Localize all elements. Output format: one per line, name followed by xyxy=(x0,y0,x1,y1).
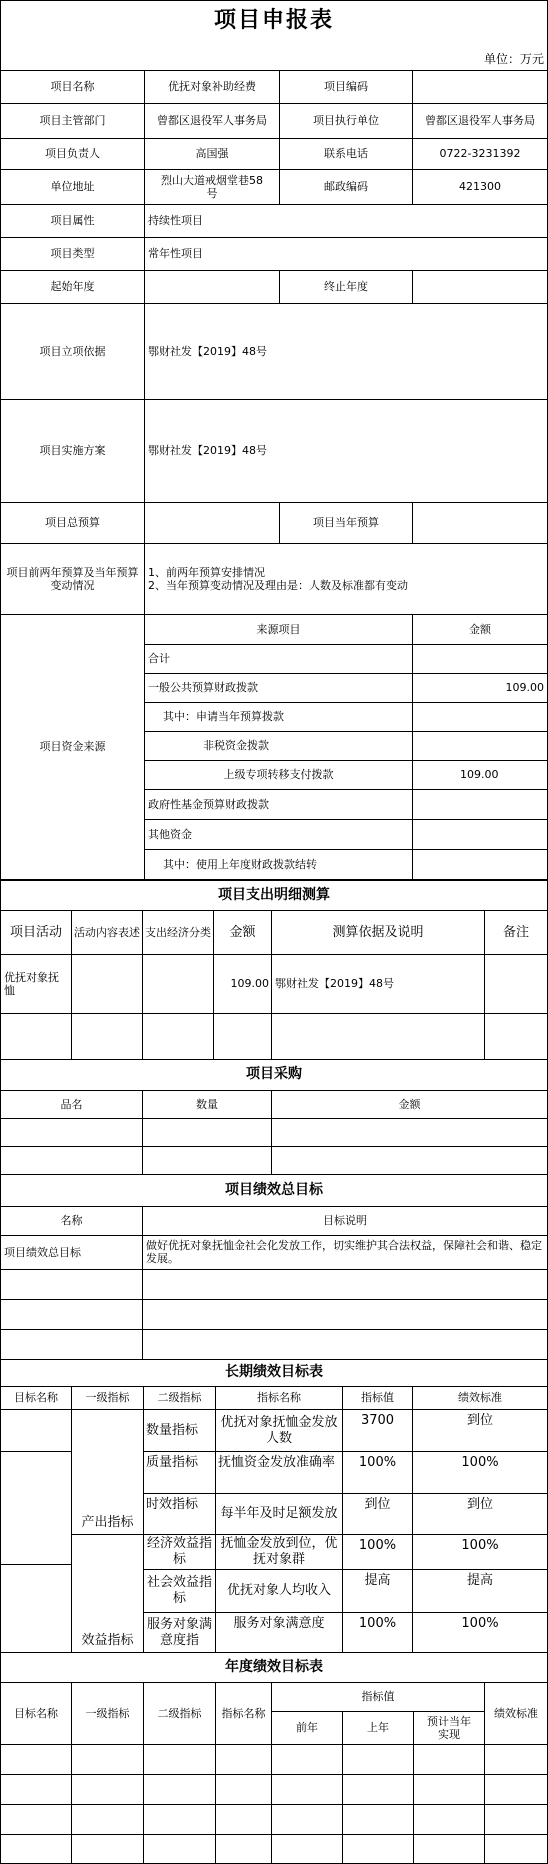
longterm-standard: 100% xyxy=(412,1534,548,1570)
funding-row-amount xyxy=(412,644,548,674)
budget-change-label: 项目前两年预算及当年预算变动情况 xyxy=(0,543,145,615)
funding-row-amount xyxy=(412,702,548,732)
funding-row-amount: 109.00 xyxy=(412,673,548,703)
annual-header-level1: 一级指标 xyxy=(71,1682,144,1745)
annual-header-indicator: 指标名称 xyxy=(215,1682,272,1745)
perf-empty-cell xyxy=(0,1299,143,1330)
annual-empty-cell xyxy=(143,1774,216,1805)
annual-empty-cell xyxy=(484,1834,548,1864)
annual-section-title: 年度绩效目标表 xyxy=(0,1652,548,1683)
annual-empty-cell xyxy=(271,1744,343,1775)
address-label: 单位地址 xyxy=(0,169,145,205)
annual-empty-cell xyxy=(484,1774,548,1805)
type-label: 项目类型 xyxy=(0,237,145,271)
longterm-level2: 质量指标 xyxy=(143,1451,216,1494)
expense-header-remark: 备注 xyxy=(484,910,548,955)
annual-empty-cell xyxy=(342,1834,414,1864)
expense-amount: 109.00 xyxy=(213,954,272,1014)
expense-empty-cell xyxy=(213,1013,272,1060)
expense-remark xyxy=(484,954,548,1014)
procurement-empty-cell xyxy=(271,1146,548,1175)
annual-empty-cell xyxy=(271,1834,343,1864)
annual-empty-cell xyxy=(0,1834,72,1864)
perf-empty-cell xyxy=(142,1299,548,1330)
project-name-label: 项目名称 xyxy=(0,70,145,104)
longterm-header-standard: 绩效标准 xyxy=(412,1386,548,1410)
procurement-header-qty: 数量 xyxy=(142,1090,272,1119)
total-budget-value xyxy=(144,502,280,544)
annual-header-prev2: 前年 xyxy=(271,1711,343,1745)
perf-desc: 做好优抚对象抚恤金社会化发放工作，切实维护其合法权益，保障社会和谐、稳定发展。 xyxy=(142,1235,548,1270)
longterm-header-level1: 一级指标 xyxy=(71,1386,144,1410)
unit-label: 单位：万元 xyxy=(0,41,548,71)
perf-header-name: 名称 xyxy=(0,1206,143,1236)
expense-empty-cell xyxy=(0,1013,72,1060)
expense-header-activity: 项目活动 xyxy=(0,910,72,955)
procurement-empty-cell xyxy=(142,1146,272,1175)
annual-empty-cell xyxy=(413,1774,485,1805)
annual-empty-cell xyxy=(215,1744,272,1775)
expense-header-amount: 金额 xyxy=(213,910,272,955)
project-code-value xyxy=(412,70,548,104)
annual-empty-cell xyxy=(413,1804,485,1835)
procurement-header-amount: 金额 xyxy=(271,1090,548,1119)
annual-empty-cell xyxy=(413,1744,485,1775)
longterm-indicator: 优抚对象抚恤金发放人数 xyxy=(215,1409,343,1452)
expense-basis: 鄂财社发【2019】48号 xyxy=(271,954,485,1014)
procurement-empty-cell xyxy=(0,1146,143,1175)
funding-amount-header: 金额 xyxy=(412,614,548,645)
perf-section-title: 项目绩效总目标 xyxy=(0,1174,548,1207)
annual-header-target: 目标名称 xyxy=(0,1682,72,1745)
perf-empty-cell xyxy=(142,1329,548,1360)
postcode-value: 421300 xyxy=(412,169,548,205)
expense-empty-cell xyxy=(71,1013,143,1060)
attr-value: 持续性项目 xyxy=(144,204,548,238)
annual-empty-cell xyxy=(215,1804,272,1835)
annual-empty-cell xyxy=(0,1804,72,1835)
budget-change-line1: 1、前两年预算安排情况 xyxy=(148,565,265,579)
annual-empty-cell xyxy=(0,1774,72,1805)
project-name-value: 优抚对象补助经费 xyxy=(144,70,280,104)
attr-label: 项目属性 xyxy=(0,204,145,238)
longterm-level2: 经济效益指标 xyxy=(143,1534,216,1570)
expense-empty-cell xyxy=(271,1013,485,1060)
annual-empty-cell xyxy=(71,1804,144,1835)
expense-header-content: 活动内容表述 xyxy=(71,910,143,955)
annual-header-expected: 预计当年实现 xyxy=(413,1711,485,1745)
longterm-value: 提高 xyxy=(342,1569,413,1613)
longterm-indicator: 每半年及时足额发放 xyxy=(215,1493,343,1535)
longterm-target-cell xyxy=(0,1564,72,1653)
procurement-empty-cell xyxy=(271,1118,548,1147)
funding-row-amount xyxy=(412,819,548,850)
annual-empty-cell xyxy=(215,1834,272,1864)
end-year-value xyxy=(412,270,548,304)
longterm-target-cell xyxy=(0,1451,72,1565)
annual-empty-cell xyxy=(271,1774,343,1805)
longterm-header-indicator: 指标名称 xyxy=(215,1386,343,1410)
annual-empty-cell xyxy=(484,1744,548,1775)
leader-label: 项目负责人 xyxy=(0,138,145,170)
longterm-value: 100% xyxy=(342,1534,413,1570)
funding-row-name: 非税资金拨款 xyxy=(144,731,413,761)
longterm-level2: 社会效益指标 xyxy=(143,1569,216,1613)
funding-row-name: 其他资金 xyxy=(144,819,413,850)
expense-header-basis: 测算依据及说明 xyxy=(271,910,485,955)
funding-row-name: 上级专项转移支付拨款 xyxy=(144,760,413,790)
current-budget-label: 项目当年预算 xyxy=(279,502,413,544)
longterm-header-value: 指标值 xyxy=(342,1386,413,1410)
annual-header-prev1: 上年 xyxy=(342,1711,414,1745)
perf-name: 项目绩效总目标 xyxy=(0,1235,143,1270)
expense-section-title: 项目支出明细测算 xyxy=(0,879,548,911)
end-year-label: 终止年度 xyxy=(279,270,413,304)
procurement-empty-cell xyxy=(142,1118,272,1147)
longterm-indicator: 服务对象满意度 xyxy=(215,1612,343,1653)
start-year-label: 起始年度 xyxy=(0,270,145,304)
expense-category xyxy=(142,954,214,1014)
current-budget-value xyxy=(412,502,548,544)
funding-row-name: 政府性基金预算财政拨款 xyxy=(144,789,413,820)
longterm-indicator: 抚恤金发放到位，优抚对象群 xyxy=(215,1534,343,1570)
procurement-empty-cell xyxy=(0,1118,143,1147)
basis-value: 鄂财社发【2019】48号 xyxy=(144,303,548,400)
annual-empty-cell xyxy=(271,1804,343,1835)
annual-empty-cell xyxy=(0,1744,72,1775)
annual-empty-cell xyxy=(71,1774,144,1805)
longterm-standard: 100% xyxy=(412,1612,548,1653)
postcode-label: 邮政编码 xyxy=(279,169,413,205)
longterm-level2: 服务对象满意度指 xyxy=(143,1612,216,1653)
annual-empty-cell xyxy=(143,1744,216,1775)
longterm-value: 3700 xyxy=(342,1409,413,1452)
longterm-standard: 提高 xyxy=(412,1569,548,1613)
annual-empty-cell xyxy=(215,1774,272,1805)
dept-label: 项目主管部门 xyxy=(0,103,145,139)
longterm-header-target: 目标名称 xyxy=(0,1386,72,1410)
funding-label: 项目资金来源 xyxy=(0,614,145,880)
funding-row-amount: 109.00 xyxy=(412,760,548,790)
longterm-standard: 到位 xyxy=(412,1493,548,1535)
longterm-level1-benefit: 效益指标 xyxy=(71,1534,144,1653)
annual-empty-cell xyxy=(342,1804,414,1835)
longterm-level2: 数量指标 xyxy=(143,1409,216,1452)
funding-row-amount xyxy=(412,731,548,761)
total-budget-label: 项目总预算 xyxy=(0,502,145,544)
perf-empty-cell xyxy=(0,1329,143,1360)
longterm-header-level2: 二级指标 xyxy=(143,1386,216,1410)
leader-value: 高国强 xyxy=(144,138,280,170)
longterm-standard: 到位 xyxy=(412,1409,548,1452)
funding-row-name: 一般公共预算财政拨款 xyxy=(144,673,413,703)
expense-header-category: 支出经济分类 xyxy=(142,910,214,955)
longterm-section-title: 长期绩效目标表 xyxy=(0,1359,548,1387)
longterm-indicator: 优抚对象人均收入 xyxy=(215,1569,343,1613)
annual-empty-cell xyxy=(143,1804,216,1835)
expense-empty-cell xyxy=(484,1013,548,1060)
perf-empty-cell xyxy=(0,1269,143,1300)
expense-content xyxy=(71,954,143,1014)
funding-row-name: 其中：使用上年度财政拨款结转 xyxy=(144,849,413,880)
annual-empty-cell xyxy=(71,1744,144,1775)
phone-value: 0722-3231392 xyxy=(412,138,548,170)
longterm-level1-output: 产出指标 xyxy=(71,1409,144,1535)
expense-empty-cell xyxy=(142,1013,214,1060)
longterm-value: 100% xyxy=(342,1451,413,1494)
funding-row-amount xyxy=(412,789,548,820)
budget-change-line2: 2、当年预算变动情况及理由是：人数及标准都有变动 xyxy=(148,579,408,592)
longterm-value: 到位 xyxy=(342,1493,413,1535)
annual-header-value: 指标值 xyxy=(271,1682,485,1712)
procurement-section-title: 项目采购 xyxy=(0,1059,548,1091)
procurement-header-item: 品名 xyxy=(0,1090,143,1119)
perf-header-desc: 目标说明 xyxy=(142,1206,548,1236)
annual-header-standard: 绩效标准 xyxy=(484,1682,548,1745)
expense-activity: 优抚对象抚恤 xyxy=(0,954,72,1014)
plan-value: 鄂财社发【2019】48号 xyxy=(144,399,548,503)
budget-change-value xyxy=(144,543,548,615)
funding-source-header: 来源项目 xyxy=(144,614,413,645)
funding-row-amount xyxy=(412,849,548,880)
project-code-label: 项目编码 xyxy=(279,70,413,104)
annual-empty-cell xyxy=(413,1834,485,1864)
longterm-indicator: 抚恤资金发放准确率 xyxy=(215,1451,343,1494)
phone-label: 联系电话 xyxy=(279,138,413,170)
longterm-level2: 时效指标 xyxy=(143,1493,216,1535)
annual-empty-cell xyxy=(342,1744,414,1775)
longterm-standard: 100% xyxy=(412,1451,548,1494)
annual-empty-cell xyxy=(143,1834,216,1864)
funding-row-name: 合计 xyxy=(144,644,413,674)
annual-empty-cell xyxy=(342,1774,414,1805)
sheet-title: 项目申报表 xyxy=(0,0,548,42)
basis-label: 项目立项依据 xyxy=(0,303,145,400)
dept-value: 曾都区退役军人事务局 xyxy=(144,103,280,139)
address-value: 烈山大道戒烟堂巷58号 xyxy=(144,169,280,205)
annual-empty-cell xyxy=(484,1804,548,1835)
exec-unit-value: 曾都区退役军人事务局 xyxy=(412,103,548,139)
exec-unit-label: 项目执行单位 xyxy=(279,103,413,139)
plan-label: 项目实施方案 xyxy=(0,399,145,503)
longterm-target-cell xyxy=(0,1409,72,1452)
annual-header-level2: 二级指标 xyxy=(143,1682,216,1745)
longterm-value: 100% xyxy=(342,1612,413,1653)
type-value: 常年性项目 xyxy=(144,237,548,271)
perf-empty-cell xyxy=(142,1269,548,1300)
annual-empty-cell xyxy=(71,1834,144,1864)
start-year-value xyxy=(144,270,280,304)
funding-row-name: 其中：申请当年预算拨款 xyxy=(144,702,413,732)
